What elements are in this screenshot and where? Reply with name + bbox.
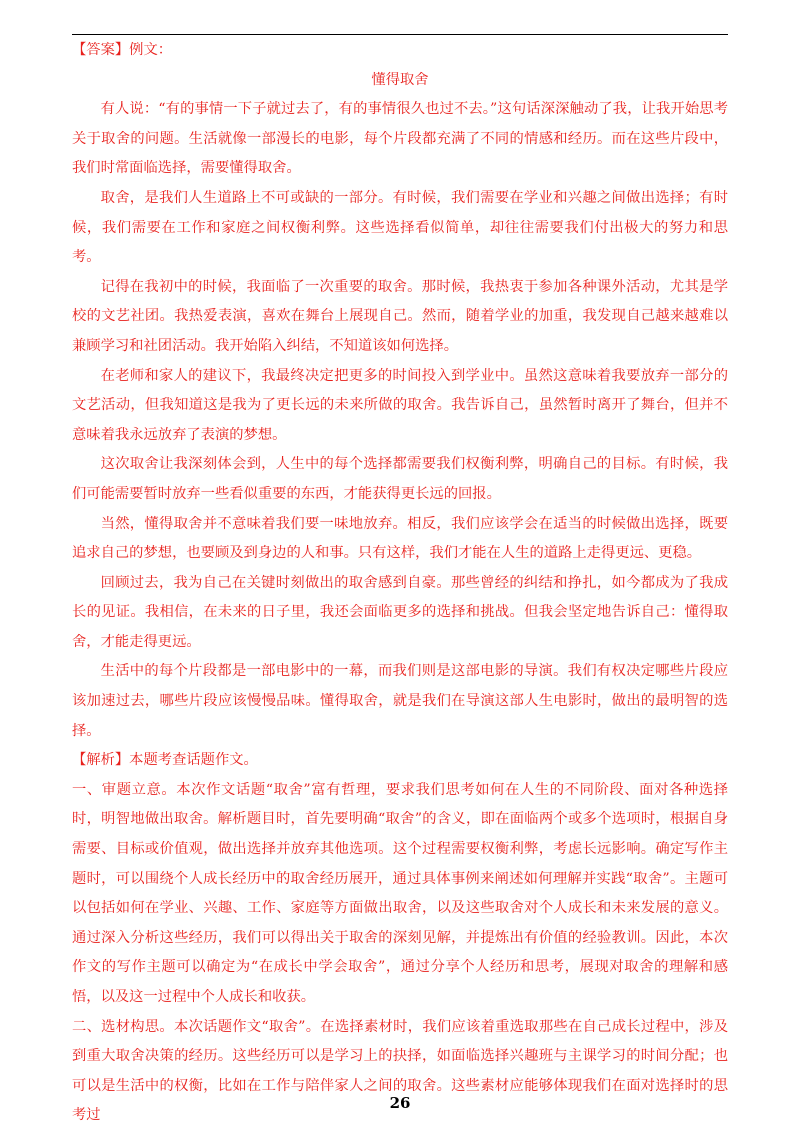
answer-label: 【答案】例文： [72,42,173,58]
essay-paragraph: 记得在我初中的时候，我面临了一次重要的取舍。那时候，我热衷于参加各种课外活动，尤其是学校的文艺社团。我热爱表演，喜欢在舞台上展现自己。然而，随着学业的加重，我发现自己越来越难以兼顾学习和社团活动。我开始陷入纠结，不知道该如何选择。 [72,278,728,354]
essay-paragraph: 生活中的每个片段都是一部电影中的一幕，而我们则是这部电影的导演。我们有权决定哪些片段应该加速过去，哪些片段应该慢慢品味。懂得取舍，就是我们在导演这部人生电影时，做出的最明智的选择。 [72,663,728,739]
analysis-paragraph: 二、选材构思。本次话题作文“取舍”。在选择素材时，我们应该着重选取那些在自己成长过程中，涉及到重大取舍决策的经历。这些经历可以是学习上的抉择，如面临选择兴趣班与主课学习的时间分配；也可以是生活中的权衡，比如在工作与陪伴家人之间的取舍。这些素材应能够体现我们在面对选择时的思考过 [72,1018,728,1124]
document-body [72,36,728,1131]
essay-paragraph: 在老师和家人的建议下，我最终决定把更多的时间投入到学业中。虽然这意味着我要放弃一部分的文艺活动，但我知道这是我为了更长远的未来所做的取舍。我告诉自己，虽然暂时离开了舞台，但并不意味着我永远放弃了表演的梦想。 [72,367,728,443]
essay-paragraph: 这次取舍让我深刻体会到，人生中的每个选择都需要我们权衡利弊，明确自己的目标。有时候，我们可能需要暂时放弃一些看似重要的东西，才能获得更长远的回报。 [72,456,728,502]
essay-paragraph: 取舍，是我们人生道路上不可或缺的一部分。有时候，我们需要在学业和兴趣之间做出选择；有时候，我们需要在工作和家庭之间权衡利弊。这些选择看似简单，却往往需要我们付出极大的努力和思考。 [72,189,728,266]
page-number: 26 [389,1094,411,1112]
essay-paragraph: 回顾过去，我为自己在关键时刻做出的取舍感到自豪。那些曾经的纠结和挣扎，如今都成为了我成长的见证。我相信，在未来的日子里，我还会面临更多的选择和挑战。但我会坚定地告诉自己：懂得取舍，才能走得更远。 [72,574,728,650]
analysis-paragraph: 一、审题立意。本次作文话题“取舍”富有哲理，要求我们思考如何在人生的不同阶段、面对各种选择时，明智地做出取舍。解析题目时，首先要明确“取舍”的含义，即在面临两个或多个选项时，根据自身需要、目标或价值观，做出选择并放弃其他选项。这个过程需要权衡利弊，考虑长远影响。确定写作主题时，可以围绕个人成长经历中的取舍经历展开，通过具体事例来阐述如何理解并实践“取舍”。主题可以包括如何在学业、兴趣、工作、家庭等方面做出取舍，以及这些取舍对个人成长和未来发展的意义。通过深入分析这些经历，我们可以得出关于取舍的深刻见解，并提炼出有价值的经验教训。因此，本次作文的写作主题可以确定为“在成长中学会取舍”，通过分享个人经历和思考，展现对取舍的理解和感悟，以及这一过程中个人成长和收获。 [72,781,728,1005]
essay-title: 懂得取舍 [371,71,429,88]
top-rule [72,34,728,35]
analysis-label: 【解析】本题考查话题作文。 [72,752,258,769]
essay-paragraph: 当然，懂得取舍并不意味着我们要一味地放弃。相反，我们应该学会在适当的时候做出选择，既要追求自己的梦想，也要顾及到身边的人和事。只有这样，我们才能在人生的道路上走得更远、更稳。 [72,515,728,562]
essay-paragraph: 有人说：“有的事情一下子就过去了，有的事情很久也过不去。”这句话深深触动了我，让我开始思考关于取舍的问题。生活就像一部漫长的电影，每个片段都充满了不同的情感和经历。而在这些片段中，我们时常面临选择，需要懂得取舍。 [72,101,728,177]
